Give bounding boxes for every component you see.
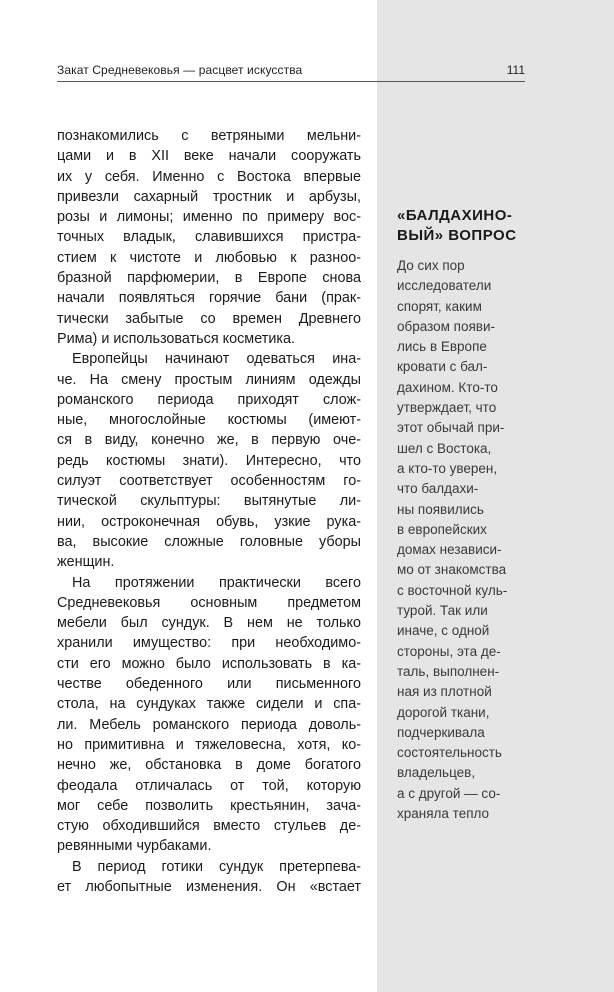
sidebar-line: таль, выполнен-: [397, 663, 500, 679]
text-line: женщин.: [57, 554, 115, 571]
text-line: сти его можно было использовать в ка-: [57, 655, 361, 672]
text-line: ва, высокие сложные головные уборы: [57, 533, 361, 550]
sidebar-line: домах независи-: [397, 542, 502, 558]
text-line: мебели был сундук. В нем не только: [57, 615, 361, 632]
page-number: 111: [506, 63, 525, 77]
text-line: ли. Мебель романского периода доволь-: [57, 716, 361, 733]
sidebar-line: исследователи: [397, 278, 492, 294]
text-line: стола, на сундуках также сидели и спа-: [57, 696, 361, 713]
text-line: редь костюмы знати). Интересно, что: [57, 452, 361, 469]
text-line: тически забытые со времен Древнего: [57, 310, 361, 327]
text-line: начали появляться горячие бани (прак-: [57, 290, 361, 307]
sidebar-title-line: «БАЛДАХИНО-: [397, 207, 513, 224]
text-line: розы и лимоны; именно по примеру вос-: [57, 209, 361, 226]
text-line: хранили имущество: при необходимо-: [57, 635, 361, 652]
text-line: ет любопытные изменения. Он «встает: [57, 878, 361, 895]
text-line: тической скульптуры: вытянутые ли-: [57, 493, 361, 510]
sidebar-line: иначе, с одной: [397, 623, 490, 639]
sidebar-title: [397, 206, 522, 246]
text-line: романского периода приходят слож-: [57, 391, 361, 408]
text-line: че. На смену простым линиям одежды: [57, 371, 361, 388]
text-line: На протяжении практически всего: [72, 574, 361, 591]
text-line: честве обеденного или письменного: [57, 676, 361, 693]
sidebar-line: утверждает, что: [397, 400, 497, 416]
sidebar-line: стороны, эта де-: [397, 643, 501, 659]
sidebar-line: До сих пор: [397, 258, 465, 273]
text-line: но примитивна и тяжеловесна, хотя, ко-: [57, 736, 361, 753]
sidebar-line: шел с Востока,: [397, 440, 492, 456]
text-line: В период готики сундук претерпева-: [72, 858, 361, 875]
text-line: точных владык, славившихся пристра-: [57, 229, 361, 246]
sidebar-line: этот обычай при-: [397, 420, 505, 436]
sidebar-line: дорогой ткани,: [397, 704, 490, 720]
sidebar-line: храняла тепло: [397, 806, 490, 822]
sidebar-line: образом появи-: [397, 318, 496, 334]
sidebar-line: турой. Так или: [397, 603, 488, 619]
running-header: [57, 61, 525, 82]
text-line: феодала отличалась от той, которую: [57, 777, 361, 794]
text-line: цами и в XII веке начали сооружать: [57, 148, 361, 165]
sidebar-line: дахином. Кто-то: [397, 379, 498, 395]
paragraph-2: [57, 349, 361, 572]
sidebar-line: а с другой — со-: [397, 785, 501, 801]
text-line: ревянными чурбаками.: [57, 838, 212, 855]
sidebar-text: [397, 256, 522, 824]
paragraph-1: [57, 126, 361, 349]
text-line: стую обходившийся вместо стульев де-: [57, 818, 361, 835]
sidebar-line: спорят, каким: [397, 298, 482, 314]
text-line: привезли сахарный тростник и арбузы,: [57, 188, 361, 205]
sidebar-line: мо от знакомства: [397, 562, 507, 578]
text-line: стием к чистоте и любовью к разноо-: [57, 249, 361, 266]
text-line: бразной парфюмерии, в Европе снова: [57, 270, 361, 287]
sidebar-line: состоятельность: [397, 745, 502, 761]
running-title: Закат Средневековья — расцвет искусства: [57, 63, 303, 77]
text-line: ные, многослойные костюмы (имеют-: [57, 412, 361, 429]
text-line: нечно же, обстановка в доме богатого: [57, 757, 361, 774]
sidebar-line: а кто-то уверен,: [397, 460, 498, 476]
text-line: Средневековья основным предметом: [57, 594, 361, 611]
text-line: ся в виду, конечно же, в первую оче-: [57, 432, 361, 449]
paragraph-3: [57, 573, 361, 857]
sidebar-line: ны появились: [397, 501, 484, 517]
paragraph-4: [57, 857, 361, 898]
text-line: Европейцы начинают одеваться ина-: [72, 351, 361, 368]
text-line: мог себе позволить крестьянин, зача-: [57, 797, 361, 814]
sidebar-line: с восточной куль-: [397, 582, 508, 598]
sidebar-line: ная из плотной: [397, 684, 492, 700]
sidebar-line: лись в Европе: [397, 339, 487, 355]
text-line: силуэт соответствует особенностям го-: [57, 473, 361, 490]
sidebar-line: подчеркивала: [397, 724, 485, 740]
sidebar-line: владельцев,: [397, 765, 476, 781]
sidebar-line: в европейских: [397, 521, 487, 537]
main-text-column: [57, 126, 361, 897]
sidebar-line: кровати с бал-: [397, 359, 488, 375]
text-line: их у себя. Именно с Востока впервые: [57, 168, 361, 185]
text-line: познакомились с ветряными мельни-: [57, 128, 361, 144]
sidebar-title-line: ВЫЙ» ВОПРОС: [397, 227, 517, 244]
text-line: нии, остроконечная обувь, узкие рука-: [57, 513, 361, 530]
sidebar-line: что балдахи-: [397, 481, 479, 497]
text-line: Рима) и использоваться косметика.: [57, 330, 295, 347]
